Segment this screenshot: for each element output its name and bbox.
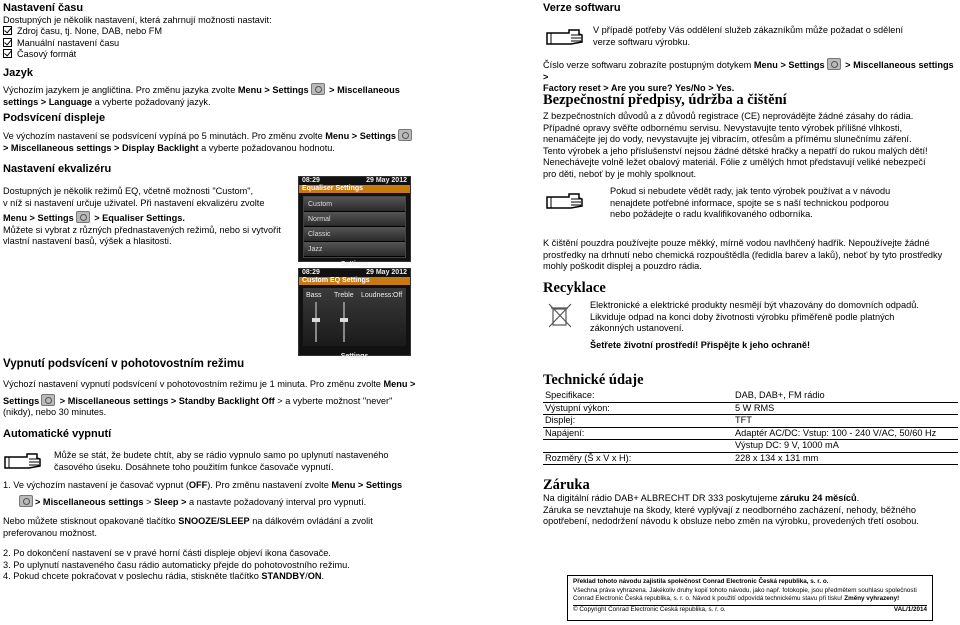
table-row: Displej: TFT: [543, 415, 958, 428]
settings-icon: [19, 495, 33, 507]
translation-footer: Překlad tohoto návodu zajistila společnost Conrad Electronic Česká republika, s. r. o. Všechna práva vyhrazena. Jakékoliv druhy kopií tohoto návodu, jako např. fotokopie, jsou předmětem souhlasu společnosti Conrad Electronic Česká republika, s. r. o. Návod k použití odpovídá technickému stavu při tisku! Změny vyhrazeny! © Copyright Conrad Electronic Česká republika, s. r. o. VAL/1/2014: [567, 575, 933, 621]
version-note: V případě potřeby Vás oddělení služeb zákazníkům může požadat o sdělení verze softwaru výrobku.: [593, 25, 904, 47]
recycling-bold: Šetřete životní prostředí! Přispějte k jeho ochraně!: [590, 340, 811, 350]
list-item: Zdroj času, tj. None, DAB, nebo FM: [3, 26, 162, 38]
recycling-text: Elektronické a elektrické produkty nesmějí být vhazovány do domovních odpadů. Likviduje odpad na konci doby životnosti výrobku přiměřeně podle platných zákonných ustanovení.: [590, 300, 919, 333]
clock: 08:29: [302, 177, 320, 184]
tech-table: [543, 390, 958, 465]
safety-title: Bezpečnostní předpisy, údržba a čištění: [543, 92, 787, 108]
safety-text: Z bezpečnostních důvodů a z důvodů registrace (CE) neprovádějte žádné zásahy do rádia. Případné opravy svěřte odbornému servisu. Nevystavujte tento výrobek přílišné vlhkosti, nenamáčejte jej do vody, nevystavujte jej vibracím, otřesům a přímému slunečnímu záření. Tento výrobek a jeho příslušenství nejsou žádné dětské hračky a nepatří do rukou malých dětí! Nenechávejte volně ležet obalový materiál. Fólie z umělých hmot představují veliké nebezpečí pro děti, neboť by je mohly spolknout.: [543, 111, 928, 179]
table-row: Výstupní výkon: 5 W RMS: [543, 402, 958, 415]
recycling-title: Recyklace: [543, 280, 606, 296]
screen-footer[interactable]: Settings: [340, 353, 369, 360]
eq-text: Dostupných je několik režimů EQ, včetně možnosti "Custom", v níž si nastavení určuje uživatel. Při nastavení ekvalizéru zvolte Menu > Settings > Equaliser Settings. Můžete si vybrat z různých přednastavených režimů, nebo si vytvořit vlastní nastavení basů, výšek a hlasitosti.: [3, 186, 281, 246]
treble-label: Treble: [334, 292, 354, 299]
time-list: [3, 26, 162, 61]
screen-title: Equaliser Settings: [299, 185, 410, 193]
bass-label: Bass: [306, 292, 322, 299]
table-row: Výstup DC: 9 V, 1000 mA: [543, 440, 958, 453]
table-row: Rozměry (Š x V x H): 228 x 134 x 131 mm: [543, 452, 958, 465]
slider-handle[interactable]: [340, 318, 348, 322]
standby-text: Výchozí nastavení vypnutí podsvícení v pohotovostním režimu je 1 minuta. Pro změnu zvolte Menu > Settings > Miscellaneous settings > Standby Backlight Off > a vyberte možnost "never" (nikdy), nebo 30 minutes.: [3, 379, 416, 417]
table-row: Napájení: Adaptér AC/DC: Vstup: 100 - 240 V/AC, 50/60 Hz: [543, 427, 958, 440]
table-row: Specifikace: DAB, DAB+, FM rádio: [543, 390, 958, 402]
clock: 08:29: [302, 269, 320, 276]
eq-option[interactable]: Normal: [304, 212, 405, 227]
copyright: © Copyright Conrad Electronic Česká republika, s. r. o.: [573, 605, 726, 613]
language-text: Výchozím jazykem je angličtina. Pro změnu jazyka zvolte Menu > Settings > Miscellaneous settings > Language a vyberte požadovaný jazyk.: [3, 85, 400, 107]
treble-slider[interactable]: [343, 302, 345, 342]
eq-title: Nastavení ekvalizéru: [3, 163, 112, 175]
safety-note: Pokud si nebudete vědět rady, jak tento výrobek používat a v návodu nenajdete potřebné informace, spojte se s naší technickou podporou nebo požádejte o radu kvalifikovaného odborníka.: [610, 186, 891, 219]
screen-footer[interactable]: Settings: [340, 261, 369, 268]
time-intro: Dostupných je několik nastavení, která zahrnují možnosti nastavit:: [3, 15, 272, 25]
backlight-text: Ve výchozím nastavení se podsvícení vypíná po 5 minutách. Pro změnu zvolte Menu > Settings > Miscellaneous settings > Display Backlight a vyberte požadovanou hodnotu.: [3, 129, 423, 154]
autooff-remote: Nebo můžete stisknout opakovaně tlačítko SNOOZE/SLEEP na dálkovém ovládání a zvolit preferovanou možnost.: [3, 516, 373, 538]
custom-eq-screen: [298, 268, 411, 360]
pointing-hand-icon: [545, 25, 583, 47]
warranty-title: Záruka: [543, 477, 590, 493]
list-item: Časový formát: [3, 49, 162, 61]
version-title: Verze softwaru: [543, 2, 621, 14]
autooff-steps: 2. Po dokončení nastavení se v pravé horní části displeje objeví ikona časovače. 3. Po uplynutí nastaveného času rádio automaticky přejde do pohotovostního režimu. 4. Pokud chcete pokračovat v poslechu rádia, stiskněte tlačítko STANDBY/ON.: [3, 548, 350, 581]
date: 29 May 2012: [366, 177, 407, 184]
eq-option[interactable]: Custom: [304, 197, 405, 212]
autooff-note: Může se stát, že budete chtít, aby se rádio vypnulo samo po uplynutí nastaveného časového úseku. Dosáhnete toho použitím funkce časovače vypnutí.: [54, 450, 389, 472]
loudness-value[interactable]: Off: [393, 292, 403, 299]
pointing-hand-icon: [3, 449, 41, 471]
crossed-bin-icon: [545, 300, 575, 330]
cleaning-text: K čištění pouzdra používejte pouze měkký, mírně vodou navlhčený hadřík. Nepoužívejte žádné prostředky na drhnutí nebo chemická rozpouštědla (ředidla barev a laků), neboť by tyto prostředky mohly poškodit displej a pouzdro rádia.: [543, 238, 943, 271]
backlight-title: Podsvícení displeje: [3, 112, 106, 124]
autooff-title: Automatické vypnutí: [3, 428, 112, 440]
time-title: Nastavení času: [3, 2, 84, 14]
bass-slider[interactable]: [315, 302, 317, 342]
settings-icon: [398, 129, 412, 141]
loudness-label: Loudness:: [361, 292, 394, 299]
settings-icon: [311, 83, 325, 95]
eq-settings-screen: [298, 176, 411, 268]
date: 29 May 2012: [366, 269, 407, 276]
settings-icon: [827, 58, 841, 70]
eq-option[interactable]: Classic: [304, 227, 405, 242]
tech-title: Technické údaje: [543, 372, 644, 388]
checkbox-icon: [3, 26, 12, 35]
warranty-text: Na digitální rádio DAB+ ALBRECHT DR 333 poskytujeme záruku 24 měsíců. Záruka se nevztahuje na škody, které vyplývají z neodborného zacházení, nehody, běžného opotřebení, nedodržení návodu k obsluze nebo změn na výrobku, provedených třetí osobou.: [543, 493, 919, 526]
settings-icon: [41, 394, 55, 406]
slider-handle[interactable]: [312, 318, 320, 322]
doc-code: VAL/1/2014: [893, 605, 927, 613]
settings-icon: [76, 211, 90, 223]
checkbox-icon: [3, 38, 12, 47]
eq-option[interactable]: Jazz: [304, 242, 405, 257]
autooff-step1: 1. Ve výchozím nastavení je časovač vypnut (OFF). Pro změnu nastavení zvolte Menu > Settings > Miscellaneous settings > Sleep > a nastavte požadovaný interval pro vypnutí.: [3, 480, 403, 507]
version-text: Číslo verze softwaru zobrazíte postupným dotykem Menu > Settings > Miscellaneous settings > Factory reset > Are you sure? Yes/No > Yes.: [543, 60, 954, 93]
pointing-hand-icon: [545, 189, 583, 211]
list-item: Manuální nastavení času: [3, 38, 162, 50]
language-title: Jazyk: [3, 67, 33, 79]
standby-title: Vypnutí podsvícení v pohotovostním režimu: [3, 358, 245, 370]
screen-title: Custom EQ Settings: [299, 277, 410, 285]
checkbox-icon: [3, 49, 12, 58]
